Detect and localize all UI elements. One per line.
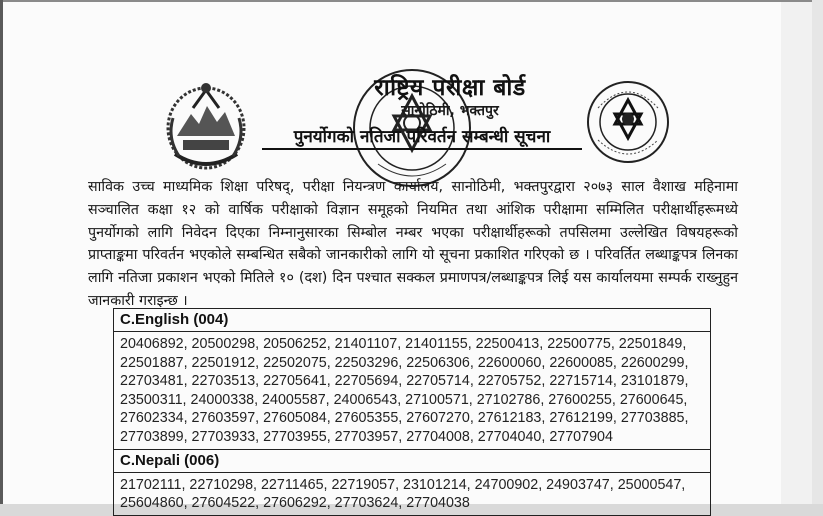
page-title: राष्ट्रिय परीक्षा बोर्ड <box>374 75 526 101</box>
section-numbers-english <box>114 332 711 450</box>
section-body-row <box>114 332 711 450</box>
section-numbers-nepali <box>114 472 711 515</box>
symbol-number-line: 20406892, 20500298, 20506252, 21401107, 21401155, 22500413, 22500775, 22501849, <box>120 336 687 352</box>
symbol-number-line: 21702111, 22710298, 22711465, 22719057, 23101214, 24700902, 24903747, 25000547, <box>120 476 686 493</box>
board-logo-seal-icon <box>584 78 672 166</box>
results-table <box>113 308 711 516</box>
notice-paragraph: साविक उच्च माध्यमिक शिक्षा परिषद्, परीक्षा नियन्त्रण कार्यालय, सानोठिमी, भक्तपुरद्वारा २०७३ साल वैशाख महिनामा सञ्चालित कक्षा १२ को वार्षिक परीक्षाको विज्ञान समूहको नियमित तथा आंशिक परीक्षामा सम्मिलित परीक्षार्थीहरूमध्ये पुनर्योगको लागि निवेदन दिएका निम्नानुसारका सिम्बोल नम्बर भएका परीक्षार्थीहरूको तपसिलमा उल्लेखित विषयहरूको प्राप्ताङ्कमा परिवर्तन भएकोले सम्बन्धित सबैको जानकारीको लागि यो सूचना प्रकाशित गरिएको छ । परिवर्तित लब्धाङ्कपत्र लिनका लागि नतिजा प्रकाशन भएको मितिले १० (दश) दिन पश्चात सक्कल प्रमाणपत्र/लब्धाङ्कपत्र लिई यस कार्यालयमा सम्पर्क राख्नुहुन जानकारी गराइन्छ । <box>88 179 738 309</box>
section-heading-row <box>114 309 711 332</box>
notice-heading: पुनर्योगको नतिजा परिवर्तन सम्बन्धी सूचना <box>262 124 582 150</box>
symbol-number-line: 27602334, 27603597, 27605084, 27605355, 27607270, 27612183, 27612199, 27703885, <box>120 410 689 427</box>
symbol-number-line: 25604860, 27604522, 27606292, 27703624, 27704038 <box>120 495 470 512</box>
section-heading-row <box>114 449 711 472</box>
symbol-number-line: 23500311, 24000338, 24005587, 24006543, 27100571, 27102786, 27600255, 27600645, <box>120 391 688 408</box>
page-subtitle: सानोठिमी, भक्तपुर <box>401 103 499 119</box>
section-heading-english: C.English (004) <box>114 309 711 332</box>
page-margin <box>781 2 812 504</box>
symbol-number-line: 22703481, 22703513, 22705641, 22705694, 22705714, 22705752, 22715714, 23101879, <box>120 373 689 390</box>
symbol-number-line: 22501887, 22501912, 22502075, 22503296, 22506306, 22600060, 22600085, 22600299, <box>120 354 689 371</box>
section-heading-nepali: C.Nepali (006) <box>114 449 711 472</box>
symbol-number-line: 27703899, 27703933, 27703955, 27703957, 27704008, 27704040, 27707904 <box>120 428 613 445</box>
viewer-right-border <box>812 0 823 504</box>
nepal-emblem-icon <box>163 78 249 174</box>
section-body-row <box>114 472 711 515</box>
